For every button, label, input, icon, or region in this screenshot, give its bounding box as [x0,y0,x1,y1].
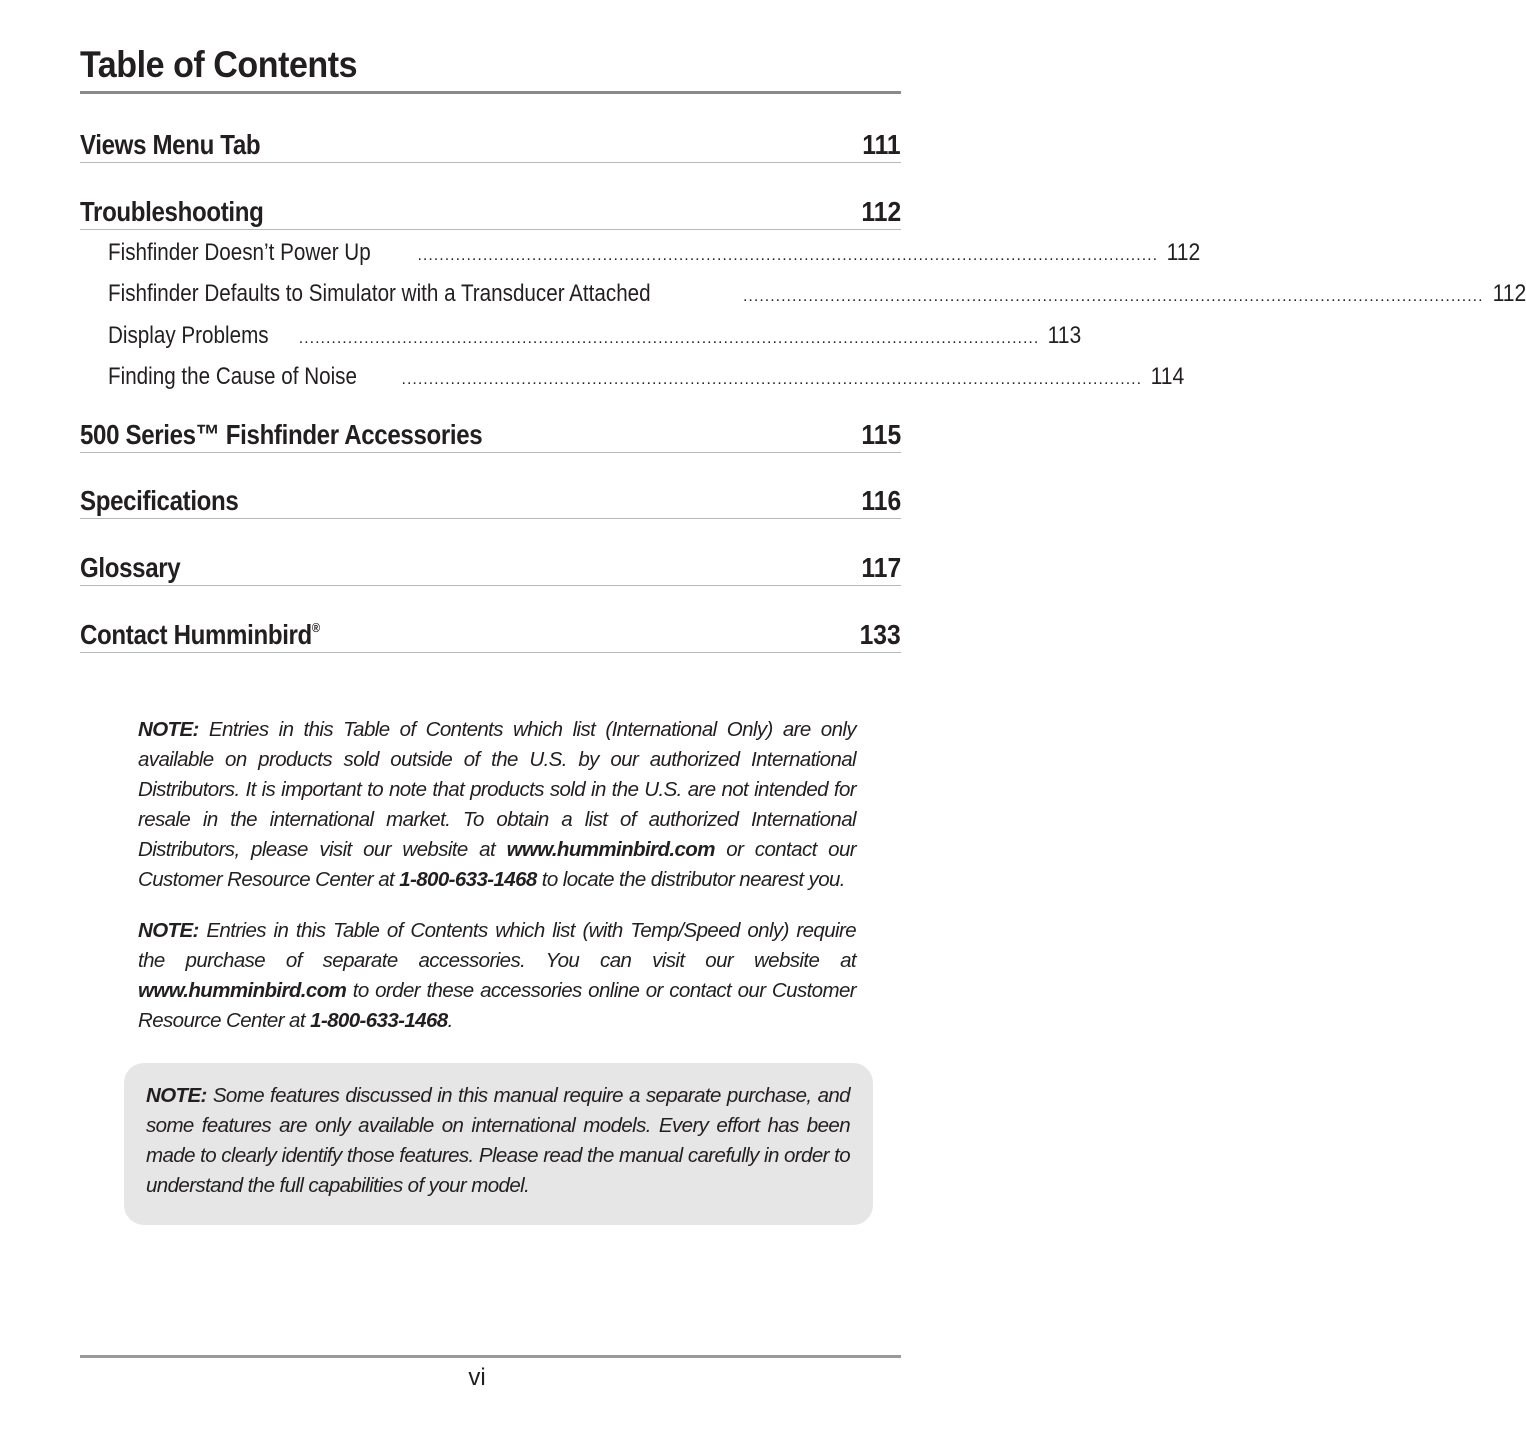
note-lead: NOTE: [138,919,199,942]
toc-section-page: 116 [861,485,901,516]
toc-section-label: Contact Humminbird [80,619,312,650]
toc-section-label: Troubleshooting [80,196,264,227]
toc-section-label-wrap [80,619,320,651]
dot-leader: ........................................................................................................................................ [298,330,1040,347]
toc-entry-simulator[interactable] [108,280,1526,310]
footer-rule [80,1355,901,1358]
toc-section-label: Specifications [80,485,239,516]
toc-entry-label: Fishfinder Defaults to Simulator with a Transducer Attached [108,280,651,307]
dot-leader: ........................................................................................................................................ [742,288,1484,305]
toc-section-label: 500 Series™ Fishfinder Accessories [80,419,483,450]
note-text: Entries in this Table of Contents which list (with Temp/Speed only) require the purchase of separate accessories. You can visit our website at [138,919,856,972]
toc-section-label: Glossary [80,552,181,583]
note-text: to locate the distributor nearest you. [536,868,845,891]
toc-section-troubleshooting[interactable] [80,193,901,230]
page-title: Table of Contents [80,44,358,85]
toc-section-page: 117 [861,552,901,583]
toc-section-accessories[interactable] [80,416,901,453]
dot-leader: ........................................................................................................................................ [401,371,1143,388]
toc-entry-power-up[interactable] [108,239,1201,269]
website-link[interactable]: www.humminbird.com [138,979,347,1002]
toc-entry-label: Finding the Cause of Noise [108,363,357,390]
toc-entry-page: 113 [1047,322,1082,349]
toc-section-page: 133 [859,619,901,650]
toc-section-page: 111 [862,129,901,160]
toc-entry-noise[interactable] [108,363,1185,393]
note-international [138,715,856,895]
dot-leader: ........................................................................................................................................ [417,247,1159,264]
phone-number: 1-800-633-1468 [399,868,537,891]
toc-entry-label: Fishfinder Doesn’t Power Up [108,239,371,266]
registered-mark: ® [311,620,320,635]
title-rule [80,91,901,94]
toc-entry-display-problems[interactable] [108,322,1082,352]
toc-section-glossary[interactable] [80,549,901,586]
note-temp-speed [138,916,856,1036]
note-text: Entries in this Table of Contents which list (International Only) are only available on products sold outside of the U.S. by our authorized International Distributors. It is important to note that products sold in the U.S. are not intended for resale in the international market. To obtain a list of authorized International Distributors, please visit our website at [138,718,856,861]
toc-section-specifications[interactable] [80,482,901,519]
note-text: to order these accessories online or contact our Customer Resource Center at [138,979,856,1032]
note-lead: NOTE: [138,718,199,741]
note-callout-box [124,1063,873,1225]
note-text: or contact our Customer Resource Center at [138,838,857,891]
toc-section-label: Views Menu Tab [80,129,261,160]
toc-section-views-menu-tab[interactable] [80,126,901,163]
toc-section-page: 112 [861,196,901,227]
website-link[interactable]: www.humminbird.com [506,838,715,861]
toc-entry-page: 114 [1150,363,1185,390]
toc-section-page: 115 [861,419,901,450]
phone-number: 1-800-633-1468 [310,1009,448,1032]
note-text: Some features discussed in this manual require a separate purchase, and some features are only available on international models. Every effort has been made to clearly identify those features. Please read the manual carefully in order to understand the full capabilities of your model. [146,1084,850,1197]
note-text: . [447,1009,453,1032]
toc-entry-page: 112 [1166,239,1201,266]
toc-entry-label: Display Problems [108,322,269,349]
toc-section-contact[interactable] [80,616,901,653]
toc-entry-page: 112 [1492,280,1526,307]
page-number: vi [468,1364,486,1391]
note-features [146,1081,850,1201]
note-lead: NOTE: [146,1084,207,1107]
